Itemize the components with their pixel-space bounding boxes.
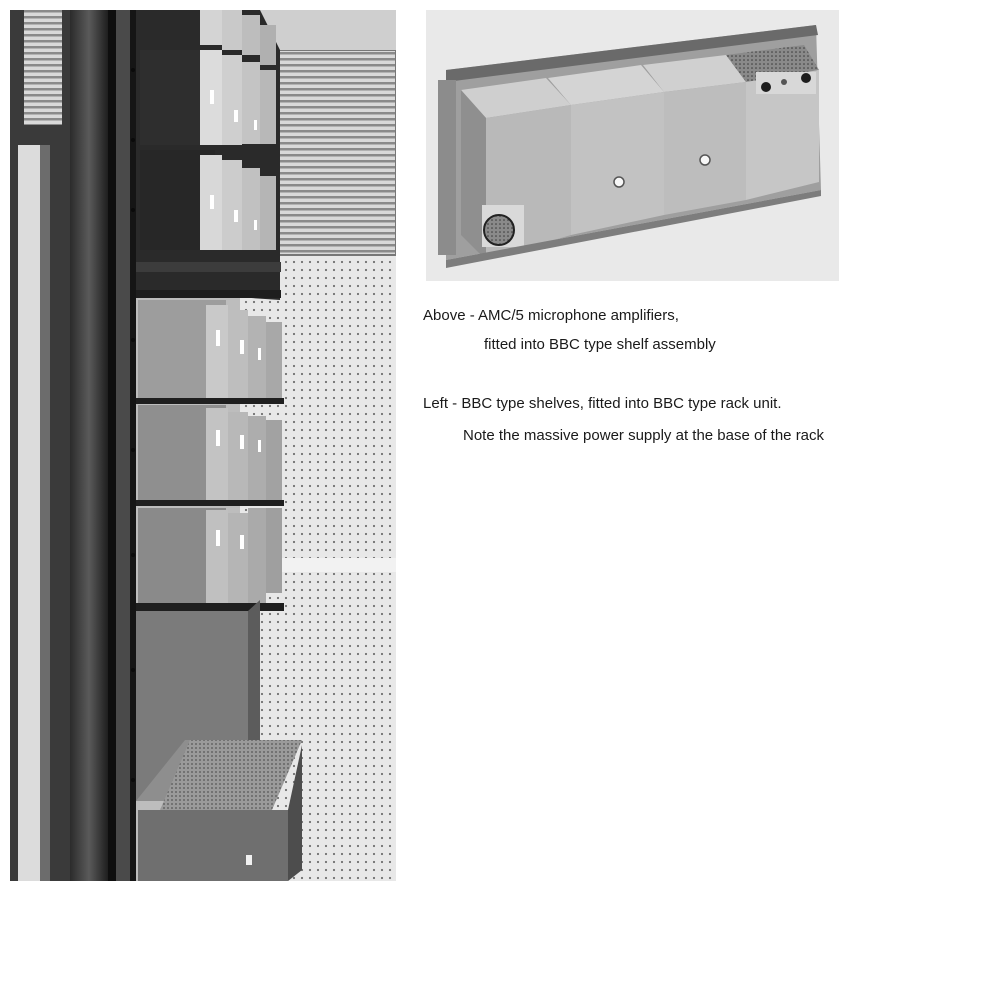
caption-above-line-2: fitted into BBC type shelf assembly (484, 336, 716, 353)
caption-left-line-1: Left - BBC type shelves, fitted into BBC type rack unit. (423, 395, 782, 412)
amplifier-shelf-middle (136, 300, 284, 611)
amplifier-unit-1 (461, 78, 571, 260)
rack-photo (10, 10, 396, 881)
amplifier-shelf-upper (136, 10, 280, 300)
caption-left-line-2: Note the massive power supply at the base of the rack (463, 427, 825, 444)
amplifier-shelf-photo (426, 10, 839, 281)
louvred-panel (275, 50, 396, 255)
caption-above-line-1: Above - AMC/5 microphone amplifiers, (423, 307, 679, 324)
